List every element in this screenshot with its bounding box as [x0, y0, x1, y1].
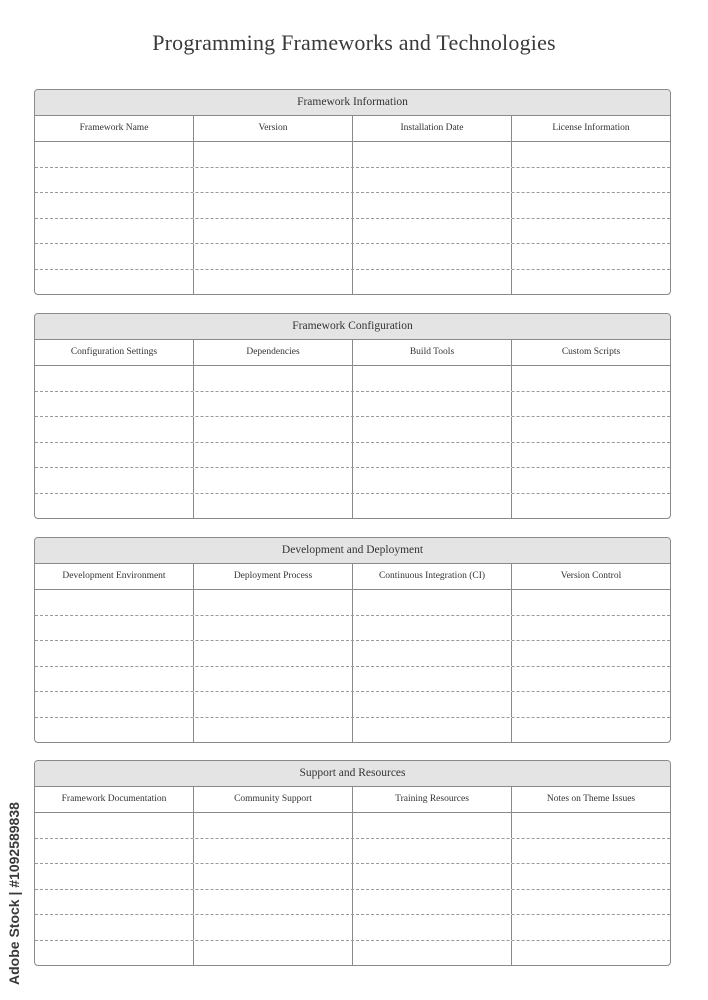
table-row [35, 616, 670, 642]
table-body [35, 366, 670, 519]
table-cell[interactable] [35, 244, 194, 269]
section-title: Framework Information [35, 90, 670, 116]
table-cell[interactable] [512, 839, 670, 864]
table-cell[interactable] [194, 193, 353, 218]
table-cell[interactable] [194, 219, 353, 244]
table-cell[interactable] [512, 142, 670, 167]
table-cell[interactable] [512, 366, 670, 391]
table-cell[interactable] [35, 692, 194, 717]
column-header: Framework Name [35, 116, 194, 141]
table-cell[interactable] [353, 168, 512, 193]
table-row [35, 692, 670, 718]
column-header: Version [194, 116, 353, 141]
table-cell[interactable] [35, 718, 194, 744]
table-cell[interactable] [512, 941, 670, 967]
table-cell[interactable] [512, 468, 670, 493]
column-header-row [35, 116, 670, 142]
table-cell[interactable] [194, 864, 353, 889]
table-cell[interactable] [194, 244, 353, 269]
table-row [35, 219, 670, 245]
table-cell[interactable] [353, 839, 512, 864]
table-cell[interactable] [353, 244, 512, 269]
table-cell[interactable] [35, 641, 194, 666]
table-cell[interactable] [512, 718, 670, 744]
table-cell[interactable] [194, 692, 353, 717]
section-framework-configuration [34, 313, 671, 519]
column-header: Custom Scripts [561, 347, 621, 357]
table-row [35, 443, 670, 469]
table-cell[interactable] [353, 941, 512, 967]
table-cell[interactable] [194, 890, 353, 915]
table-row [35, 168, 670, 194]
table-row [35, 468, 670, 494]
column-header: Continuous Integration (CI) [353, 564, 512, 589]
table-cell[interactable] [35, 219, 194, 244]
table-cell[interactable] [512, 590, 670, 615]
table-cell[interactable] [194, 392, 353, 417]
table-cell[interactable] [35, 193, 194, 218]
table-cell[interactable] [512, 392, 670, 417]
table-cell[interactable] [512, 417, 670, 442]
table-row [35, 941, 670, 967]
table-cell[interactable] [353, 142, 512, 167]
column-header: Version Control [560, 571, 622, 581]
table-body [35, 590, 670, 743]
column-header: Notes on Theme Issues [546, 794, 636, 804]
table-cell[interactable] [512, 219, 670, 244]
table-cell[interactable] [194, 941, 353, 967]
table-cell[interactable] [35, 616, 194, 641]
table-cell[interactable] [35, 443, 194, 468]
table-cell[interactable] [35, 468, 194, 493]
table-cell[interactable] [512, 616, 670, 641]
column-header: Configuration Settings [35, 340, 194, 365]
table-cell[interactable] [512, 270, 670, 296]
table-cell[interactable] [35, 392, 194, 417]
section-title: Development and Deployment [35, 538, 670, 564]
page-title: Programming Frameworks and Technologies [152, 30, 556, 55]
table-cell[interactable] [512, 915, 670, 940]
table-cell[interactable] [353, 219, 512, 244]
table-row [35, 890, 670, 916]
table-row [35, 244, 670, 270]
table-cell[interactable] [194, 443, 353, 468]
table-cell[interactable] [353, 813, 512, 838]
column-header: Training Resources [353, 787, 512, 812]
column-header: License Information [552, 123, 630, 133]
table-cell[interactable] [353, 915, 512, 940]
table-row [35, 193, 670, 219]
table-cell[interactable] [512, 168, 670, 193]
table-cell[interactable] [35, 270, 194, 296]
table-cell[interactable] [512, 890, 670, 915]
table-cell[interactable] [194, 168, 353, 193]
table-body [35, 142, 670, 295]
table-cell[interactable] [35, 142, 194, 167]
table-cell[interactable] [512, 692, 670, 717]
table-row [35, 494, 670, 520]
table-row [35, 366, 670, 392]
table-cell[interactable] [194, 915, 353, 940]
table-cell[interactable] [512, 667, 670, 692]
table-cell[interactable] [353, 270, 512, 296]
stock-watermark-id: Adobe Stock | #1092589838 [6, 802, 22, 985]
section-framework-information [34, 89, 671, 295]
table-cell[interactable] [353, 417, 512, 442]
table-cell[interactable] [194, 667, 353, 692]
column-header: Framework Documentation [35, 787, 194, 812]
table-cell[interactable] [194, 641, 353, 666]
table-cell[interactable] [35, 366, 194, 391]
table-cell[interactable] [512, 193, 670, 218]
table-cell[interactable] [353, 667, 512, 692]
section-title: Framework Configuration [35, 314, 670, 340]
column-header: Dependencies [194, 340, 353, 365]
table-cell[interactable] [512, 641, 670, 666]
table-cell[interactable] [194, 616, 353, 641]
column-header-row [35, 340, 670, 366]
table-cell[interactable] [512, 443, 670, 468]
table-cell[interactable] [353, 718, 512, 744]
column-header: Community Support [194, 787, 353, 812]
column-header: Development Environment [35, 564, 194, 589]
table-row [35, 142, 670, 168]
table-body [35, 813, 670, 966]
table-row [35, 417, 670, 443]
table-row [35, 667, 670, 693]
table-cell[interactable] [35, 168, 194, 193]
table-cell[interactable] [194, 270, 353, 296]
table-row [35, 813, 670, 839]
table-row [35, 392, 670, 418]
column-header: Installation Date [353, 116, 512, 141]
table-cell[interactable] [194, 839, 353, 864]
column-header: Deployment Process [194, 564, 353, 589]
table-cell[interactable] [35, 813, 194, 838]
table-cell[interactable] [353, 443, 512, 468]
table-cell[interactable] [35, 590, 194, 615]
table-cell[interactable] [194, 813, 353, 838]
table-cell[interactable] [512, 244, 670, 269]
table-cell[interactable] [512, 494, 670, 520]
table-cell[interactable] [353, 366, 512, 391]
table-cell[interactable] [194, 494, 353, 520]
section-title: Support and Resources [35, 761, 670, 787]
table-cell[interactable] [353, 864, 512, 889]
table-cell[interactable] [512, 864, 670, 889]
table-row [35, 864, 670, 890]
table-cell[interactable] [512, 813, 670, 838]
table-cell[interactable] [35, 890, 194, 915]
table-cell[interactable] [353, 494, 512, 520]
table-cell[interactable] [35, 839, 194, 864]
column-header: Build Tools [353, 340, 512, 365]
table-cell[interactable] [353, 890, 512, 915]
table-cell[interactable] [35, 864, 194, 889]
table-cell[interactable] [353, 616, 512, 641]
table-row [35, 641, 670, 667]
table-row [35, 270, 670, 296]
table-row [35, 590, 670, 616]
table-cell[interactable] [35, 667, 194, 692]
table-cell[interactable] [194, 718, 353, 744]
table-cell[interactable] [194, 142, 353, 167]
table-cell[interactable] [353, 193, 512, 218]
table-row [35, 915, 670, 941]
table-row [35, 839, 670, 865]
table-row [35, 718, 670, 744]
table-cell[interactable] [353, 392, 512, 417]
table-cell[interactable] [35, 941, 194, 967]
table-cell[interactable] [353, 468, 512, 493]
table-cell[interactable] [353, 590, 512, 615]
table-cell[interactable] [35, 417, 194, 442]
column-header-row [35, 787, 670, 813]
table-cell[interactable] [194, 417, 353, 442]
table-cell[interactable] [353, 641, 512, 666]
section-support-and-resources [34, 760, 671, 966]
section-development-and-deployment [34, 537, 671, 743]
table-cell[interactable] [194, 366, 353, 391]
table-cell[interactable] [35, 915, 194, 940]
table-cell[interactable] [35, 494, 194, 520]
table-cell[interactable] [353, 692, 512, 717]
column-header-row [35, 564, 670, 590]
table-cell[interactable] [194, 468, 353, 493]
table-cell[interactable] [194, 590, 353, 615]
